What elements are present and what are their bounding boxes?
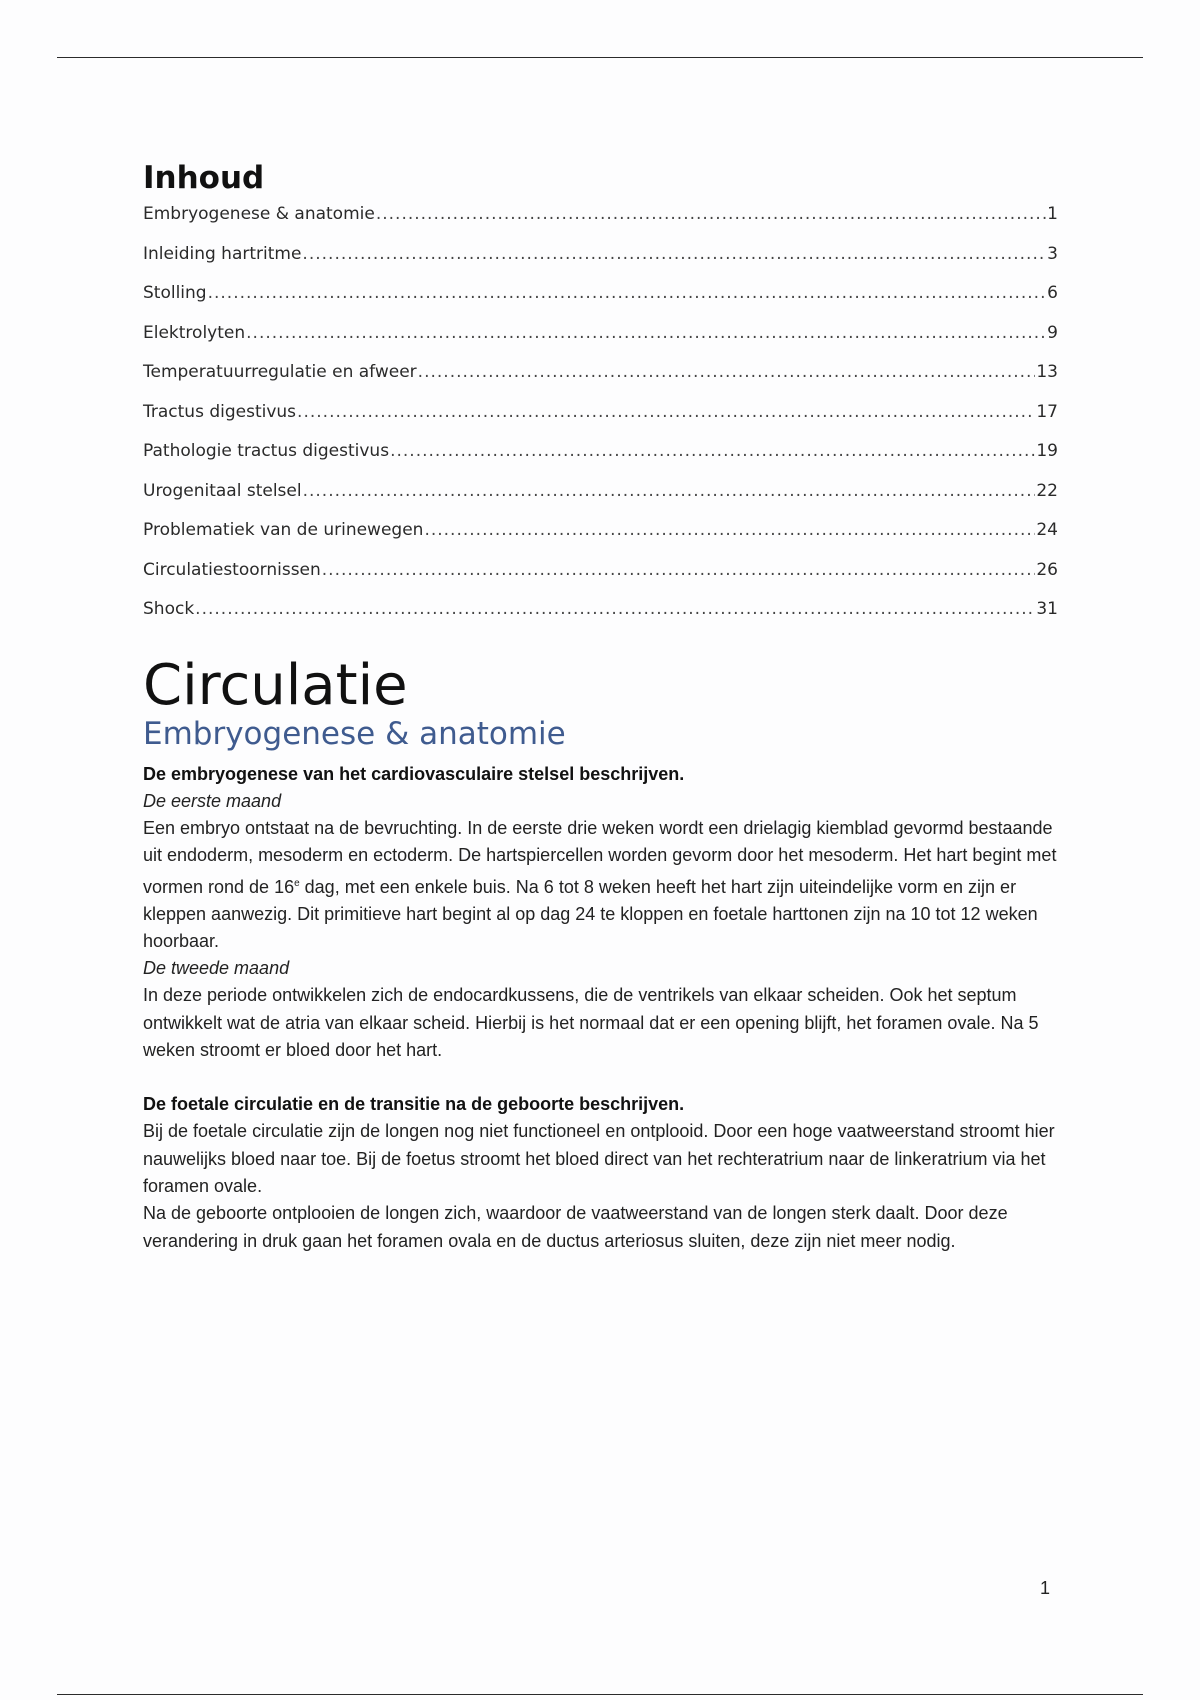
spacer xyxy=(143,1064,1058,1091)
toc-leader-dots xyxy=(418,362,1036,382)
toc-entry-label: Pathologie tractus digestivus xyxy=(143,441,390,461)
footer-rule xyxy=(57,1694,1143,1695)
toc-entry-label: Elektrolyten xyxy=(143,322,246,343)
header-rule xyxy=(57,57,1143,58)
toc-entry-page: 13 xyxy=(1036,362,1058,382)
subheading: De eerste maand xyxy=(143,790,282,811)
toc-entry-page: 24 xyxy=(1036,520,1058,540)
toc-entry-page: 31 xyxy=(1036,599,1058,619)
toc-entry[interactable] xyxy=(143,362,1058,402)
toc-list xyxy=(143,204,1058,639)
toc-entry-label: Problematiek van de urinewegen xyxy=(143,520,424,540)
toc-entry[interactable] xyxy=(143,283,1058,323)
toc-entry[interactable] xyxy=(143,402,1058,442)
toc-entry-page: 3 xyxy=(1047,243,1058,264)
toc-leader-dots xyxy=(303,481,1036,501)
toc-entry-label: Circulatiestoornissen xyxy=(143,559,321,580)
paragraph xyxy=(143,815,1058,955)
toc-leader-dots xyxy=(390,441,1035,461)
toc-entry[interactable] xyxy=(143,481,1058,521)
toc-entry[interactable] xyxy=(143,204,1058,244)
toc-entry-label: Shock xyxy=(143,599,195,619)
toc-entry-page: 1 xyxy=(1047,204,1058,224)
paragraph: Na de geboorte ontplooien de longen zich, waardoor de vaatweerstand van de longen sterk daalt. Door deze verandering in druk gaan het foramen ovala en de ductus arteriosus sluiten, deze zijn niet meer nodig. xyxy=(143,1203,1008,1251)
toc-entry[interactable] xyxy=(143,520,1058,560)
toc-entry[interactable] xyxy=(143,599,1058,639)
toc-leader-dots xyxy=(195,599,1035,619)
toc-entry-label: Tractus digestivus xyxy=(143,401,297,422)
toc-entry[interactable] xyxy=(143,323,1058,363)
ordinal-superscript: e xyxy=(294,877,300,889)
toc-leader-dots xyxy=(297,402,1035,422)
toc-entry-page: 17 xyxy=(1036,401,1058,422)
toc-entry[interactable] xyxy=(143,560,1058,600)
toc-entry-label: Temperatuurregulatie en afweer xyxy=(143,362,417,382)
toc-entry-page: 26 xyxy=(1036,559,1058,580)
toc-entry-page: 19 xyxy=(1036,441,1058,461)
subheading: De tweede maand xyxy=(143,958,290,979)
toc-leader-dots xyxy=(322,560,1036,580)
document-title: Circulatie xyxy=(143,652,408,718)
toc-leader-dots xyxy=(208,283,1047,303)
toc-entry-page: 9 xyxy=(1047,322,1058,343)
toc-entry-label: Urogenitaal stelsel xyxy=(143,480,302,501)
paragraph: In deze periode ontwikkelen zich de endocardkussens, die de ventrikels van elkaar scheiden. Ook het septum ontwikkelt wat de atria van elkaar scheid. Hierbij is het normaal dat er een opening blijft, het foramen ovale. Na 5 weken stroomt er bloed door het hart. xyxy=(143,985,1039,1061)
toc-leader-dots xyxy=(302,244,1046,264)
toc-leader-dots xyxy=(246,323,1046,343)
section-heading: Embryogenese & anatomie xyxy=(143,716,566,753)
page-content xyxy=(143,160,1058,1255)
toc-entry-label: Stolling xyxy=(143,283,207,303)
learning-objective-heading: De embryogenese van het cardiovasculaire stelsel beschrijven. xyxy=(143,763,685,784)
page-number: 1 xyxy=(1040,1578,1051,1598)
toc-entry[interactable] xyxy=(143,244,1058,284)
paragraph-text: dag, met een enkele buis. Na 6 tot 8 weken heeft het hart zijn uiteindelijke vorm en zijn er kleppen aanwezig. Dit primitieve hart begint al op dag 24 te kloppen en foetale harttonen zijn na 10 tot 12 weken hoorbaar. xyxy=(143,876,1038,952)
toc-entry-label: Inleiding hartritme xyxy=(143,243,302,264)
toc-entry-page: 22 xyxy=(1036,480,1058,501)
toc-entry-page: 6 xyxy=(1047,283,1058,303)
toc-entry-label: Embryogenese & anatomie xyxy=(143,204,375,224)
paragraph: Bij de foetale circulatie zijn de longen nog niet functioneel en ontplooid. Door een hoge vaatweerstand stroomt hier nauwelijks bloed naar toe. Bij de foetus stroomt het bloed direct van het rechteratrium naar de linkeratrium via het foramen ovale. xyxy=(143,1121,1055,1196)
learning-objective-heading: De foetale circulatie en de transitie na de geboorte beschrijven. xyxy=(143,1094,685,1115)
toc-entry[interactable] xyxy=(143,441,1058,481)
toc-title: Inhoud xyxy=(143,160,265,196)
toc-leader-dots xyxy=(376,204,1046,224)
paragraph-text: Een embryo ontstaat na de bevruchting. In de eerste drie weken wordt een drielagig kiemblad gevormd bestaande uit endoderm, mesoderm en ectoderm. De hartspiercellen worden gevorm door het mesoderm. Het hart begint met vormen rond de 16 xyxy=(143,817,1057,897)
toc-leader-dots xyxy=(424,520,1035,540)
